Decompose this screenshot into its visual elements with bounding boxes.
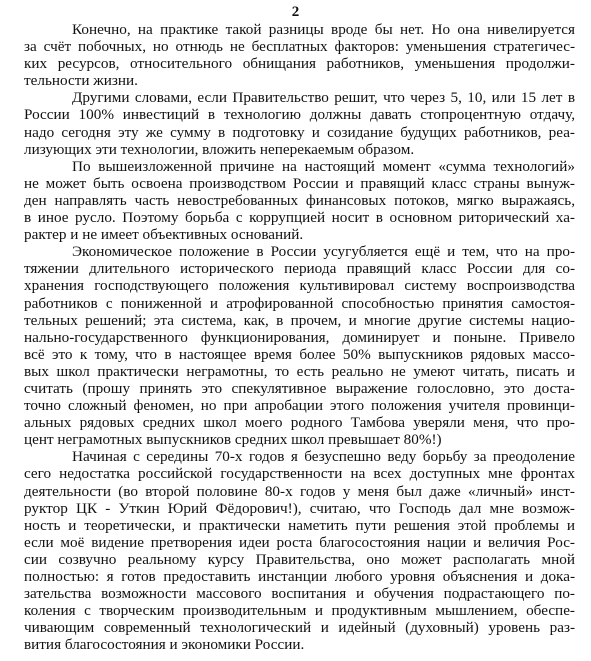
text-line: за счёт побочных, но отнюдь не бесплатных факторов: уменьшения стратегичес- xyxy=(24,38,575,56)
text-line: руктор ЦК - Уткин Юрий Фёдорович!), считаю, что Господь дал мне возмож- xyxy=(24,499,575,517)
text-line: вития благосостояния и экономики России. xyxy=(24,636,305,654)
body-text xyxy=(24,21,575,653)
text-line: вых школ практически неграмотны, то есть реально не умеют читать, писать и xyxy=(24,362,575,380)
text-line: альных рядовых средних школ моего родного Тамбова уверяли меня, что про- xyxy=(24,414,575,432)
text-line: хранения господствующего положения культивировал систему воспроизводства xyxy=(24,277,575,295)
text-line: Другими словами, если Правительство решит, что через 5, 10, или 15 лет в xyxy=(72,89,575,107)
text-line: нально-государственного функционирования, доминирует и поныне. Привело xyxy=(24,328,575,346)
text-line: сего недостатка российской государственности на всех доступных мне фронтах xyxy=(24,465,575,483)
text-line: тяжении длительного исторического периода правящий класс России для со- xyxy=(24,260,575,278)
text-line: считать (прошу принять это спекулятивное выражение голословно, это доста- xyxy=(24,379,575,397)
text-line: всё это к тому, что в настоящее время более 50% выпускников рядовых массо- xyxy=(24,345,575,363)
text-line: деятельности (во второй половине 80-х годов у меня был даже «личный» инст- xyxy=(24,482,575,500)
text-line: работников с пониженной и атрофированной способностью принятия самостоя- xyxy=(24,294,575,312)
text-line: коления с творческим производительным и продуктивным мышлением, обеспе- xyxy=(24,602,575,620)
text-line: полностью: я готов предоставить инстанции любого уровня объяснения и дока- xyxy=(24,568,575,585)
text-line: Конечно, на практике такой разницы вроде бы нет. Но она нивелируется xyxy=(72,21,575,38)
text-line: зательства возможности массового воспитания и обучения подрастающего по- xyxy=(24,585,575,603)
text-line: По вышеизложенной причине на настоящий момент «сумма технологий» xyxy=(72,157,575,175)
text-line: ден направлять часть невостребованных финансовых потоков, мягко выражаясь, xyxy=(24,191,575,209)
text-line: рактер и не имеет объективных оснований. xyxy=(24,226,304,244)
text-line: сии созвучно реальному курсу Правительства, оно может располагать мной xyxy=(24,550,575,568)
text-line: Начиная с середины 70-х годов я безуспешно веду борьбу за преодоление xyxy=(72,448,575,466)
text-line: не может быть освоена производством России и правящий класс страны вынуж- xyxy=(24,174,575,192)
text-line: ность и теоретически, и практически наметить пути решения этой проблемы и xyxy=(24,516,575,534)
text-line: чивающим современный технологический и идейный (духовный) уровень раз- xyxy=(24,619,575,637)
text-line: Экономическое положение в России усугубляется ещё и тем, что на про- xyxy=(72,243,575,261)
text-line: ких ресурсов, относительного обнищания работников, уменьшения продолжи- xyxy=(24,55,575,73)
text-line: тельных решений; эта система, как, в прочем, и многие другие системы нацио- xyxy=(24,311,575,329)
text-line: надо сегодня эту же сумму в подготовку и созидание будущих работников, реа- xyxy=(24,123,575,141)
text-line: цент неграмотных выпускников средних школ превышает 80%!) xyxy=(24,431,442,449)
text-line: России 100% инвестиций в технологию должны давать стопроцентную отдачу, xyxy=(24,106,575,124)
text-line: в иное русло. Поэтому борьба с коррупцией носит в основном риторический ха- xyxy=(24,209,575,227)
text-line: точно сложный феномен, но при апробации этого положения учителя провинци- xyxy=(24,397,575,415)
page-number: 2 xyxy=(291,4,300,20)
text-line: если моё видение претворения идеи роста благосостояния нации и величия Рос- xyxy=(24,533,575,551)
text-line: тельности жизни. xyxy=(24,72,138,90)
text-line: лизующих эти технологии, вложить неперекаемым образом. xyxy=(24,140,415,158)
